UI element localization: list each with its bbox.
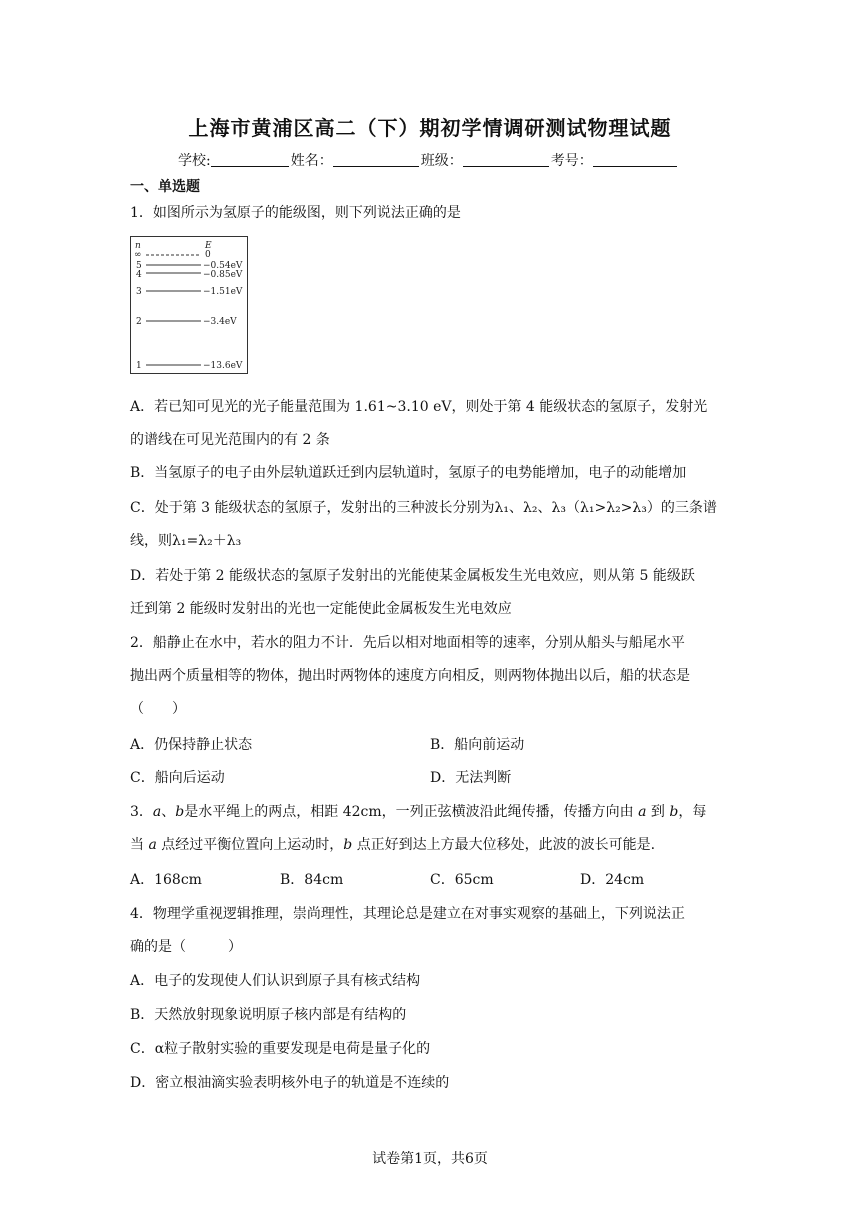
- n-axis-label: n: [135, 241, 141, 251]
- q3-to: 到: [650, 804, 665, 820]
- q4-option-d: D．密立根油滴实验表明核外电子的轨道是不连续的: [130, 1075, 450, 1091]
- q3-var-b2: b: [669, 804, 679, 820]
- number-blank[interactable]: [593, 152, 677, 167]
- q3-l2-end: 点正好到达上方最大位移处，此波的波长可能是.: [356, 837, 656, 853]
- number-label: 考号：: [550, 153, 593, 169]
- level-n-4: 4: [136, 270, 142, 280]
- class-blank[interactable]: [463, 152, 549, 167]
- q3-l2-pre: 当: [130, 837, 144, 853]
- level-e-5: −0.54eV: [203, 261, 243, 271]
- level-n-inf: ∞: [134, 250, 142, 260]
- page-footer: 试卷第1页，共6页: [372, 1151, 488, 1167]
- q3-option-b: B．84cm: [280, 872, 344, 888]
- q2-option-a: A．仍保持静止状态: [130, 737, 253, 753]
- q1-option-d-line2: 迁到第 2 能级时发射出的光也一定能使此金属板发生光电效应: [130, 601, 512, 617]
- q1-option-c-line1: C．处于第 3 能级状态的氢原子，发射出的三种波长分别为λ₁、λ₂、λ₃（λ₁>λ₂>λ₃）的三条谱: [130, 500, 717, 516]
- q3-sep: 、: [161, 804, 176, 820]
- q4-option-b: B．天然放射现象说明原子核内部是有结构的: [130, 1007, 407, 1023]
- level-n-1: 1: [136, 361, 142, 371]
- level-e-1: −13.6eV: [203, 361, 243, 371]
- q3-option-a: A．168cm: [130, 872, 202, 888]
- q3-var-a: a: [152, 804, 162, 820]
- level-e-4: −0.85eV: [203, 270, 243, 280]
- q3-var-b: b: [175, 804, 185, 820]
- q2-stem-line1: 2．船静止在水中，若水的阻力不计．先后以相对地面相等的速率，分别从船头与船尾水平: [130, 635, 685, 651]
- q4-option-c: C．α粒子散射实验的重要发现是电荷是量子化的: [130, 1041, 431, 1057]
- q1-option-d-line1: D．若处于第 2 能级状态的氢原子发射出的光能使某金属板发生光电效应，则从第 5 能级跃: [130, 568, 695, 584]
- level-n-5: 5: [136, 261, 142, 271]
- q1-option-b: B．当氢原子的电子由外层轨道跃迁到内层轨道时，氢原子的电势能增加，电子的动能增加: [130, 465, 687, 481]
- q4-option-a: A．电子的发现使人们认识到原子具有核式结构: [130, 973, 421, 989]
- q2-stem-line2: 抛出两个质量相等的物体，抛出时两物体的速度方向相反，则两物体抛出以后，船的状态是: [130, 668, 690, 684]
- level-n-3: 3: [136, 287, 142, 297]
- school-blank[interactable]: [211, 152, 289, 167]
- q1-option-a-line2: 的谱线在可见光范围内的有 2 条: [130, 432, 330, 448]
- name-blank[interactable]: [333, 152, 419, 167]
- q3-var-a3: a: [148, 837, 157, 853]
- q2-option-d: D．无法判断: [430, 770, 512, 786]
- page-title: 上海市黄浦区高二（下）期初学情调研测试物理试题: [188, 116, 672, 140]
- q4-stem-line1: 4．物理学重视逻辑推理，崇尚理性，其理论总是建立在对事实观察的基础上，下列说法正: [130, 906, 685, 922]
- q2-stem-line3: （ ）: [130, 701, 186, 717]
- q4-stem-line2: 确的是（ ）: [130, 939, 242, 955]
- q3-text-end: ，每: [678, 804, 707, 820]
- level-e-2: −3.4eV: [203, 317, 237, 327]
- energy-level-diagram: [130, 236, 248, 374]
- section-heading: 一、单选题: [130, 179, 200, 195]
- q3-option-c: C．65cm: [430, 872, 494, 888]
- q3-text: 是水平绳上的两点，相距 42cm，一列正弦横波沿此绳传播，传播方向由: [184, 804, 634, 820]
- q1-option-a-line1: A．若已知可见光的光子能量范围为 1.61~3.10 eV，则处于第 4 能级状态的氢原子，发射光: [130, 399, 708, 415]
- q3-option-d: D．24cm: [580, 872, 645, 888]
- level-e-inf: 0: [205, 250, 211, 260]
- q2-option-c: C．船向后运动: [130, 770, 225, 786]
- q3-stem-line2: [130, 834, 740, 854]
- q1-option-c-line2: 线，则λ₁=λ₂＋λ₃: [130, 533, 242, 549]
- q3-var-b3: b: [343, 837, 353, 853]
- q3-var-a2: a: [638, 804, 647, 820]
- school-label: 学校:: [178, 153, 211, 169]
- class-label: 班级：: [420, 153, 463, 169]
- q3-l2-mid: 点经过平衡位置向上运动时，: [161, 837, 344, 853]
- q1-stem: 1．如图所示为氢原子的能级图，则下列说法正确的是: [130, 205, 461, 221]
- e-axis-label: E: [205, 241, 212, 251]
- name-label: 姓名：: [290, 153, 333, 169]
- q3-stem-line1: [130, 801, 740, 821]
- q3-number: 3．: [130, 804, 153, 820]
- level-n-2: 2: [136, 317, 142, 327]
- energy-level-svg: [131, 237, 247, 373]
- q2-option-b: B．船向前运动: [430, 737, 525, 753]
- student-info: [178, 150, 679, 170]
- level-e-3: −1.51eV: [203, 287, 243, 297]
